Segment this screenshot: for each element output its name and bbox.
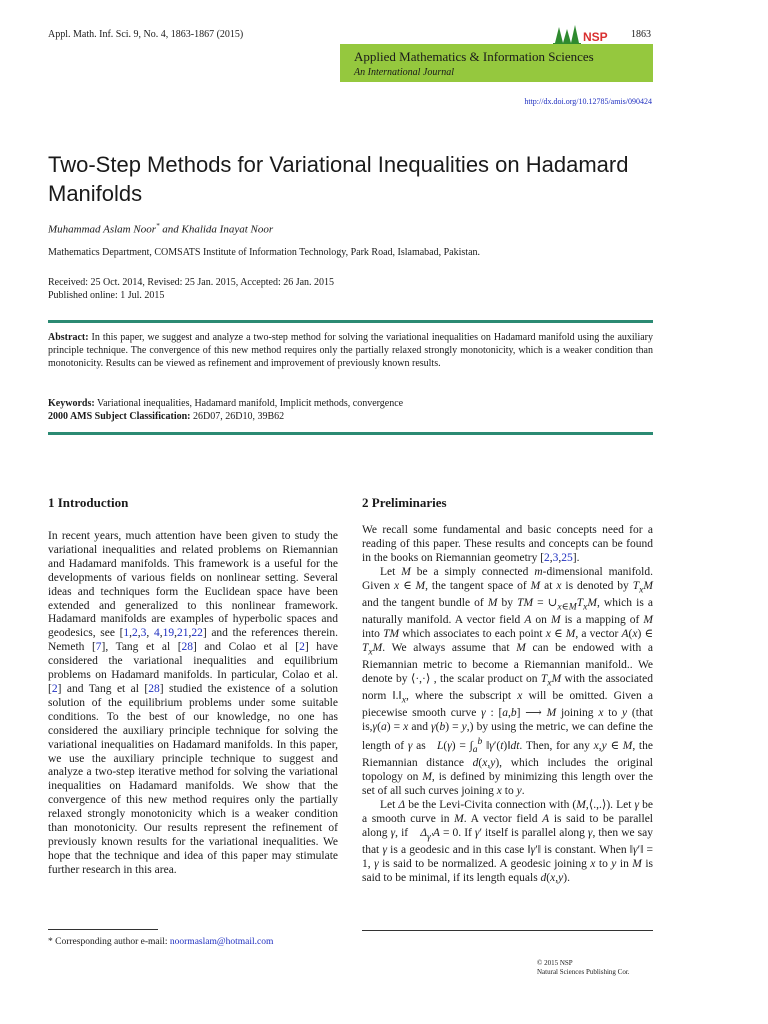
preliminaries-body [362,524,653,886]
footnote-rule [48,929,158,930]
author-2: and Khalida Inayat Noor [159,223,274,236]
logo-text: NSP [583,30,608,44]
column-end-rule [362,930,653,931]
paragraph: In recent years, much attention have been given to study the variational inequalities and related problems on Riemannian and Hadamard manifolds. This framework is a useful for the developments of various fields on nonlinear setting. Several ideas and techniques form the Euclidean space have been extended and generalized to this nonlinear framework. Hadamard manifolds are examples of hyperbolic spaces and geodesics, see [1,2,3, 4,19,21,22] and the references therein. Nemeth [7], Tang et al [28] and Colao et al [2] have considered the variational inequalities and equilibrium problems on Hadamard manifolds. In particular, Colao et al. [2] and Tang et al [28] studied the existence of a solution solution of the equilibrium problems under some suitable conditions. To the best of our knowledge, no one has considered the auxiliary principle technique for solving the variational inequalities on Hadamard manifolds. In this paper, we use the auxiliary principle technique to suggest and analyze a two-step iterative method for solving the variational inequalities on Hadamard manifolds. We show that the convergence of this new method requires only the partially relaxed strongly monotonicity which is a weaker condition than monotonicity. Our results represent the refinement of previously known results for the variational inequalities. We hope that the technique and idea of this paper may stimulate further research in this area. [48,530,338,876]
journal-reference: Appl. Math. Inf. Sci. 9, No. 4, 1863-1867 (2015) [48,29,244,40]
published-date: Published online: 1 Jul. 2015 [48,290,165,301]
keywords-block [48,397,653,423]
corresponding-mark: * [155,222,160,230]
abstract-label: Abstract: [48,332,89,343]
ams-classification [48,410,653,423]
keywords-text: Variational inequalities, Hadamard manifold, Implicit methods, convergence [94,398,404,409]
copyright: © 2015 NSP [537,959,573,967]
abstract-bottom-rule [48,432,653,435]
author-email-link[interactable]: noormaslam@hotmail.com [169,937,274,947]
journal-banner [340,44,653,82]
section-heading-introduction: 1 Introduction [48,495,129,510]
abstract-top-rule [48,320,653,323]
keywords-label: Keywords: [48,398,95,409]
article-title: Two-Step Methods for Variational Inequalities on Hadamard Manifolds [48,152,629,206]
abstract-text: In this paper, we suggest and analyze a two-step method for solving the variational inequalities on Hadamard manifold using the auxiliary principle technique. The convergence of this new method requires only the partially relaxed strongly monotonicity, which is a weaker condition than monotonicity. Results can be viewed as refinement and improvement of previously known results. [48,332,653,369]
paragraph: Let M be a simply connected m-dimensional manifold. Given x ∈ M, the tangent space of M at x is denoted by $T_xM$ and the tangent bundle of M by TM = $\cup_{x\in M}T_xM$, which is a naturally manifold. A vector field A on M is a mapping of M into TM which associates to each point x ∈ M, a vector A(x) ∈ $T_xM$. We always assume that M can be endowed with a Riemannian metric to become a Riemannian manifold.. We denote by ⟨·,·⟩ , the scalar product on $T_xM$ with the associated norm $‖.‖_x$, where the subscript x will be omitted. Given a piecewise smooth curve γ : [a,b] ⟶ M joining x to y (that is,γ(a) = x and γ(b) = y,) by using the metric, we can define the length of γ as $L(\gamma) = \int_a^b$ ‖γ′(t)‖dt. Then, for any x,y ∈ M, the Riemannian distance d(x,y), which includes the original topology on M, is defined by minimizing this length over the set of all such curves joining x to y. [362,565,654,798]
section-heading-preliminaries: 2 Preliminaries [362,495,447,510]
doi-link[interactable]: http://dx.doi.org/10.12785/amis/090424 [524,97,652,106]
keywords [48,397,653,410]
paragraph: Let Δ be the Levi-Civita connection with (M,⟨.,.⟩). Let γ be a smooth curve in M. A vector field A is said to be parallel along γ, if $\Delta_{\gamma'}A = 0$. If γ′ itself is parallel along γ, then we say that γ is a geodesic and in this case ‖γ′‖ is constant. When ‖γ′‖ = 1, γ is said to be normalized. A geodesic joining x to y in M is said to be minimal, if its length equals d(x,y). [362,798,654,884]
page-number: 1863 [631,29,651,40]
author-1: Muhammad Aslam Noor [48,223,156,236]
affiliation: Mathematics Department, COMSATS Institute of Information Technology, Park Road, Islamabad, Pakistan. [48,247,481,258]
ams-label: 2000 AMS Subject Classification: [48,411,191,422]
publisher-name: Natural Sciences Publishing Cor. [537,968,630,976]
received-dates: Received: 25 Oct. 2014, Revised: 25 Jan. 2015, Accepted: 26 Jan. 2015 [48,277,335,288]
authors [48,222,273,236]
abstract [48,331,653,370]
journal-subtitle: An International Journal [354,67,454,78]
article-dates [48,276,334,302]
journal-name: Applied Mathematics & Information Sciences [354,49,594,64]
introduction-body [48,530,338,878]
footnote-prefix: * Corresponding author e-mail: [48,937,170,947]
paragraph: We recall some fundamental and basic concepts need for a reading of this paper. These results and concepts can be found in the books on Riemannian geometry [2,3,25]. [362,524,653,564]
ams-text: 26D07, 26D10, 39B62 [190,411,285,422]
publisher-notice [537,959,630,977]
footnote [48,937,273,947]
